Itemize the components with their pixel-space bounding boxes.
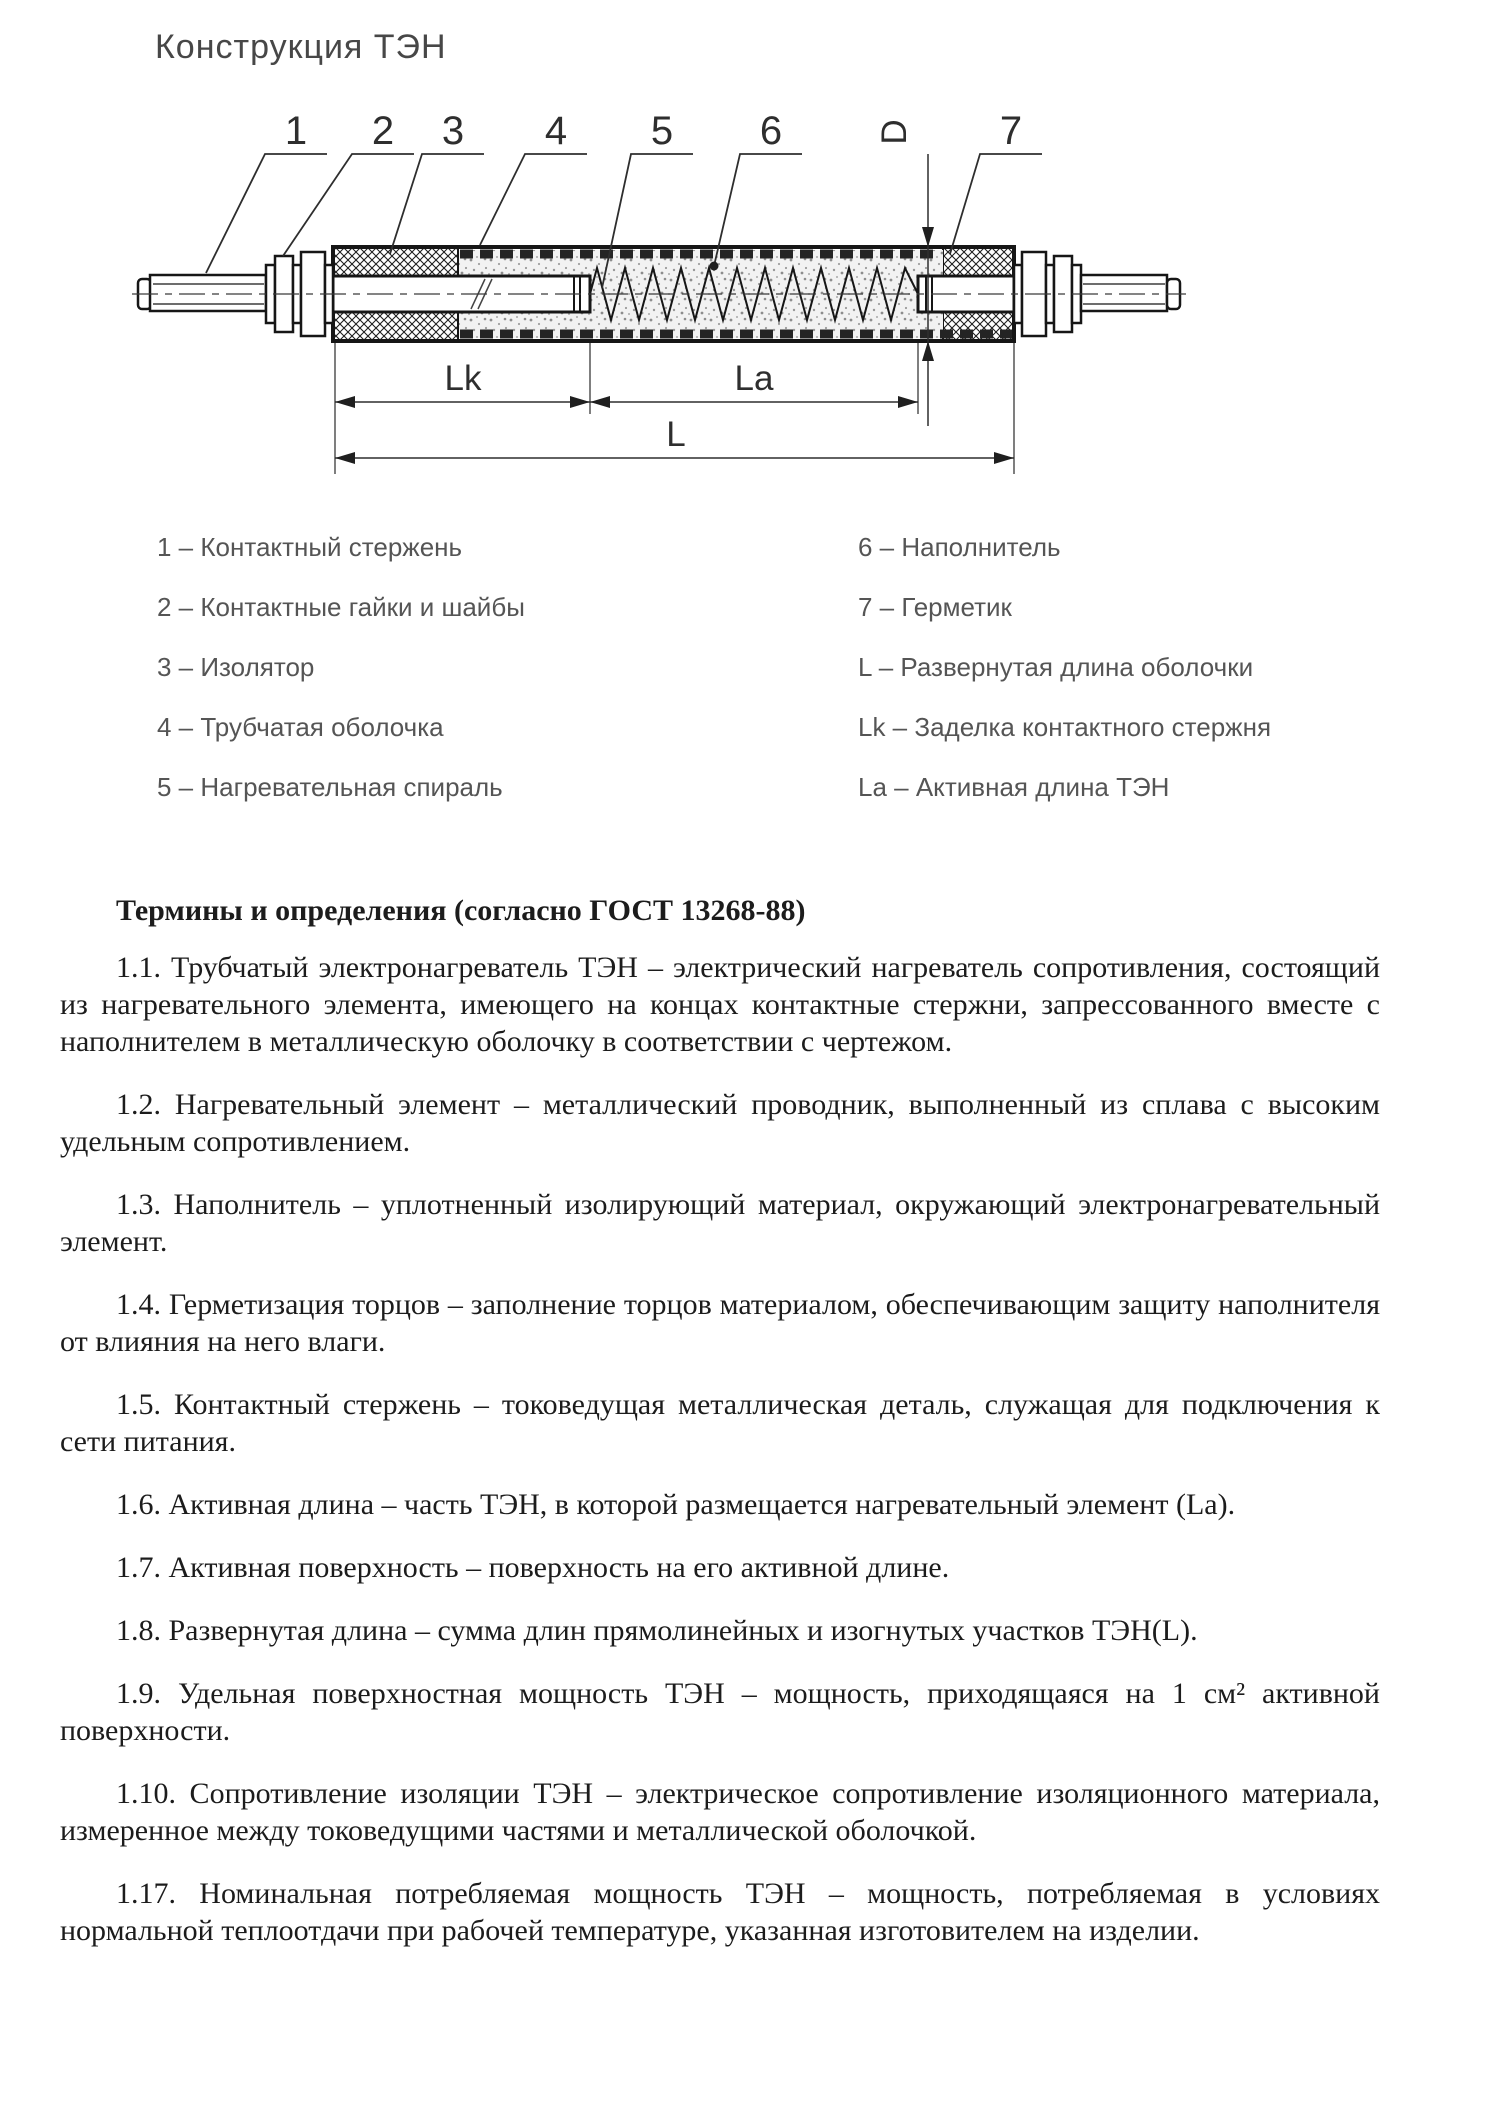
- dim-lk: [335, 359, 590, 408]
- dim-label-l: L: [666, 415, 686, 454]
- legend-item-6: 6 – Наполнитель: [858, 532, 1061, 562]
- term-paragraph-1-4: 1.4. Герметизация торцов – заполнение торцов материалом, обеспечивающим защиту наполнителя от влияния на него влаги.: [60, 1288, 1380, 1358]
- term-paragraph-1-3: 1.3. Наполнитель – уплотненный изолирующий материал, окружающий электронагревательный элемент.: [60, 1188, 1380, 1258]
- term-paragraph-1-2: 1.2. Нагревательный элемент – металлический проводник, выполненный из сплава с высоким удельным сопротивлением.: [60, 1088, 1380, 1158]
- callout-number-5: 5: [650, 109, 674, 153]
- term-paragraph-1-10: 1.10. Сопротивление изоляции ТЭН – электрическое сопротивление изоляционного материала, измеренное между токоведущими частями и металлической оболочкой.: [60, 1777, 1380, 1847]
- callout-number-1: 1: [284, 109, 308, 153]
- ten-diagram-svg: [128, 96, 1190, 496]
- term-paragraph-1-5: 1.5. Контактный стержень – токоведущая металлическая деталь, служащая для подключения к сети питания.: [60, 1388, 1380, 1458]
- contact-rod-left: [138, 275, 266, 311]
- ten-construction-diagram: [128, 96, 1190, 496]
- legend: [157, 534, 1437, 824]
- callout-number-6: 6: [759, 109, 783, 153]
- terms-heading: Термины и определения (согласно ГОСТ 13268-88): [116, 894, 806, 927]
- term-paragraph-1-8: 1.8. Развернутая длина – сумма длин прямолинейных и изогнутых участков ТЭН(L).: [116, 1614, 1198, 1647]
- legend-item-2: 2 – Контактные гайки и шайбы: [157, 592, 525, 622]
- dim-label-d: D: [875, 119, 914, 145]
- term-paragraph-1-9: 1.9. Удельная поверхностная мощность ТЭН – мощность, приходящаяся на 1 см² активной поверхности.: [60, 1677, 1380, 1747]
- dim-l: [335, 415, 1014, 464]
- contact-rod-right: [1081, 275, 1180, 311]
- page-title: Конструкция ТЭН: [155, 28, 447, 66]
- legend-column-left: [157, 534, 525, 800]
- extension-lines: [335, 343, 1014, 474]
- terms-section: [60, 892, 1380, 1949]
- callout-number-4: 4: [544, 109, 568, 153]
- term-paragraph-1-7: 1.7. Активная поверхность – поверхность на его активной длине.: [116, 1551, 950, 1584]
- legend-item-1: 1 – Контактный стержень: [157, 532, 463, 562]
- legend-column-right: [858, 534, 1271, 800]
- legend-item-Lk: Lk – Заделка контактного стержня: [858, 712, 1272, 742]
- legend-item-7: 7 – Герметик: [858, 592, 1012, 622]
- dim-label-la: La: [734, 359, 774, 398]
- legend-item-La: La – Активная длина ТЭН: [858, 772, 1170, 802]
- term-paragraph-1-1: 1.1. Трубчатый электронагреватель ТЭН – электрический нагреватель сопротивления, состоящий из нагревательного элемента, имеющего на концах контактные стержни, запрессованного вместе с наполнителем в металлическую оболочку в соответствии с чертежом.: [60, 951, 1380, 1058]
- callout-number-3: 3: [441, 109, 465, 153]
- dim-label-lk: Lk: [444, 359, 482, 398]
- callout-number-7: 7: [999, 109, 1023, 153]
- dim-la: [590, 359, 918, 408]
- legend-item-3: 3 – Изолятор: [157, 652, 315, 682]
- term-paragraph-1-6: 1.6. Активная длина – часть ТЭН, в которой размещается нагревательный элемент (La).: [116, 1488, 1236, 1521]
- legend-item-4: 4 – Трубчатая оболочка: [157, 712, 444, 742]
- leader-6-dot: [710, 262, 719, 271]
- legend-item-L: L – Развернутая длина оболочки: [858, 652, 1254, 682]
- term-paragraph-1-17: 1.17. Номинальная потребляемая мощность ТЭН – мощность, потребляемая в условиях нормальной теплоотдачи при рабочей температуре, указанная изготовителем на изделии.: [60, 1877, 1380, 1947]
- legend-item-5: 5 – Нагревательная спираль: [157, 772, 503, 802]
- callout-number-2: 2: [371, 109, 395, 153]
